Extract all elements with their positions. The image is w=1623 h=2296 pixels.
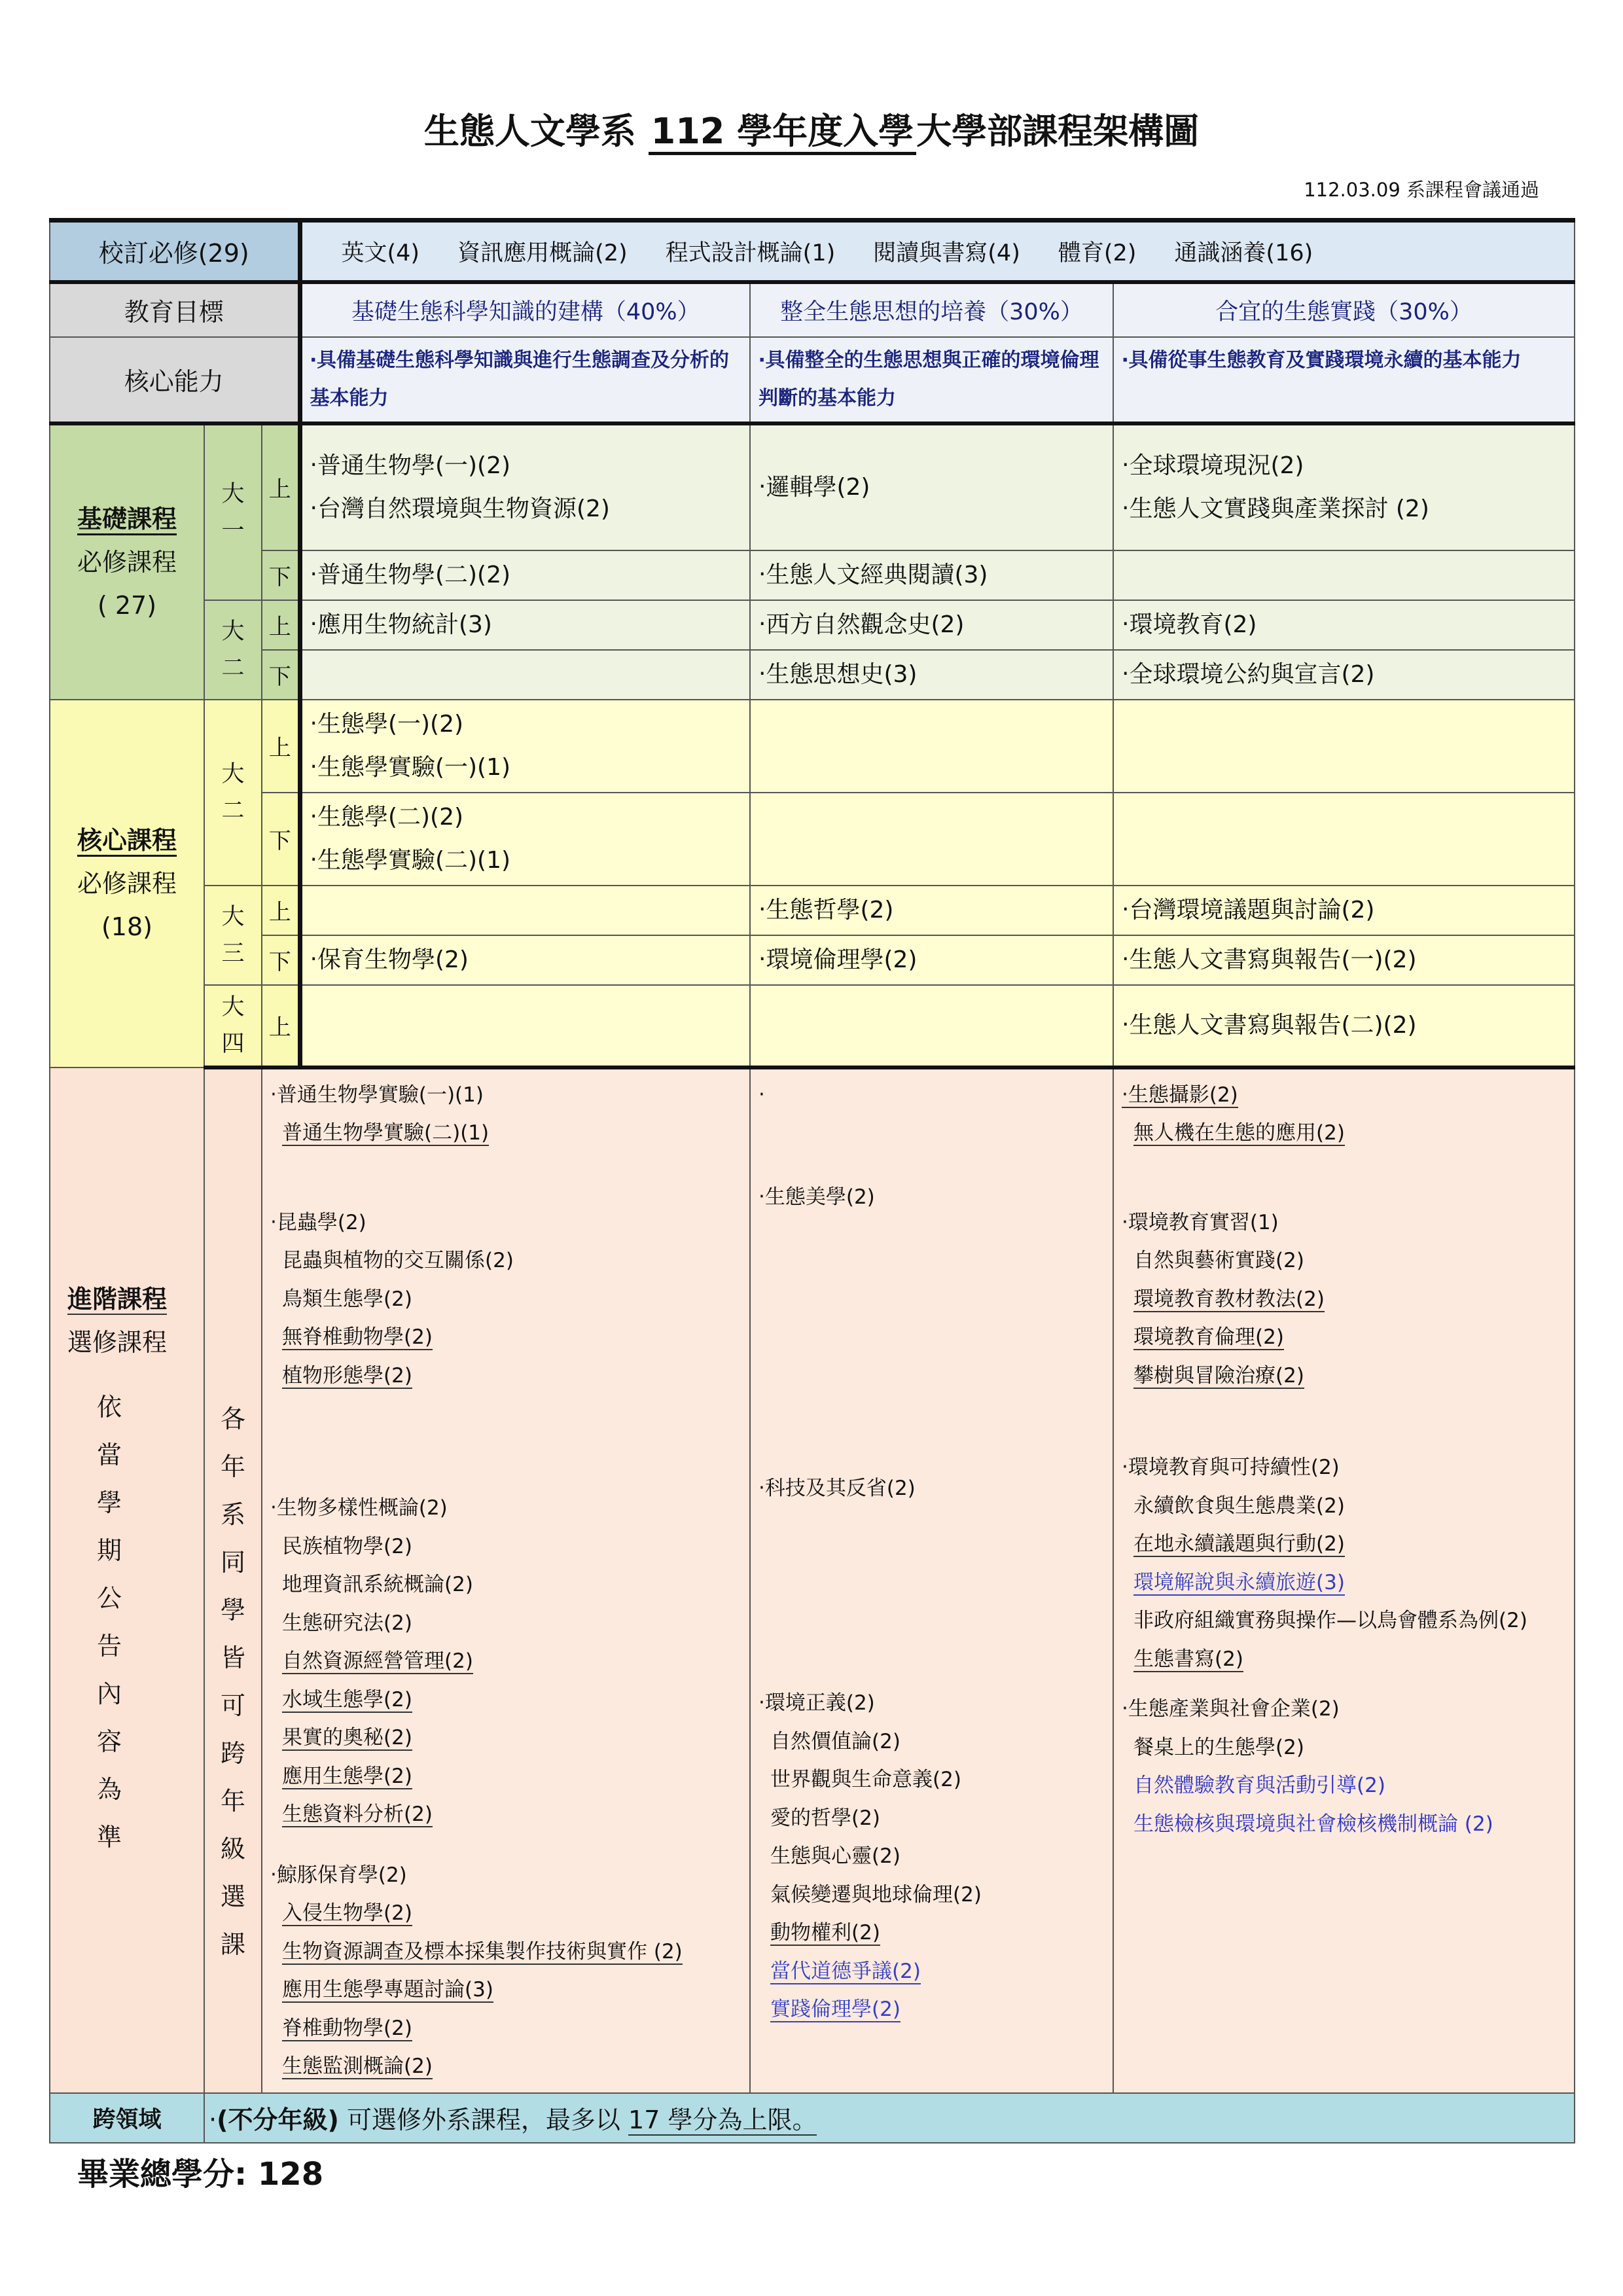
advanced-col2: ‧ ‧生態美學(2) ‧科技及其反省(2) ‧環境正義(2) 自然價值論(2) 世界觀與生命意義(2) 愛的哲學(2) 生態與心靈(2) 氣候變遷與地球倫理(2) 動物權利(2) 當代道德爭議(2) 實踐倫理學(2)	[750, 1067, 1113, 2093]
page-title: 生態人文學系 112 學年度入學大學部課程架構圖	[0, 103, 1623, 154]
ability-2: ‧具備整全的生態思想與正確的環境倫理判斷的基本能力	[750, 337, 1113, 423]
school-required-courses	[300, 221, 1575, 282]
core-y3d-col1: ‧保育生物學(2)	[300, 935, 750, 985]
core-y2d-col2	[750, 793, 1113, 886]
core-y2u-col2	[750, 700, 1113, 793]
semester-down: 下	[262, 650, 300, 700]
basic-y1u-col3: ‧全球環境現況(2) ‧生態人文實踐與產業探討 (2)	[1113, 423, 1575, 550]
abilities-label: 核心能力	[50, 337, 300, 423]
core-y3u-col1	[300, 886, 750, 935]
advanced-col1: ‧普通生物學實驗(一)(1) 普通生物學實驗(二)(1) ‧昆蟲學(2) 昆蟲與植物的交互關係(2) 鳥類生態學(2) 無脊椎動物學(2) 植物形態學(2) ‧生物多樣性概論(2) 民族植物學(2) 地理資訊系統概論(2) 生態研究法(2) 自然資源經營管理(2) 水域生態學(2) 果實的奧秘(2) 應用生態學(2) 生態資料分析(2) ‧鯨豚保育學(2) 入侵生物學(2) 生物資源調查及標本採集製作技術與實作 (2) 應用生態學專題討論(3) 脊椎動物學(2) 生態監測概論(2)	[262, 1067, 750, 2093]
goal-1: 基礎生態科學知識的建構（40%）	[300, 282, 750, 337]
year-2: 大 二	[204, 700, 262, 886]
total-credits: 畢業總學分: 128	[77, 2156, 324, 2193]
basic-y1d-col1: ‧普通生物學(二)(2)	[300, 550, 750, 600]
semester-down: 下	[262, 935, 300, 985]
basic-y2d-col3: ‧全球環境公約與宣言(2)	[1113, 650, 1575, 700]
semester-up: 上	[262, 423, 300, 550]
basic-y1u-col1: ‧普通生物學(一)(2) ‧台灣自然環境與生物資源(2)	[300, 423, 750, 550]
goal-3: 合宜的生態實踐（30%）	[1113, 282, 1575, 337]
core-y2u-col3	[1113, 700, 1575, 793]
core-y2u-col1: ‧生態學(一)(2) ‧生態學實驗(一)(1)	[300, 700, 750, 793]
core-y3u-col2: ‧生態哲學(2)	[750, 886, 1113, 935]
course-pe: 體育(2)	[1058, 240, 1137, 266]
goal-2: 整全生態思想的培養（30%）	[750, 282, 1113, 337]
semester-down: 下	[262, 793, 300, 886]
semester-up: 上	[262, 886, 300, 935]
approval-note: 112.03.09 系課程會議通過	[1304, 179, 1539, 201]
basic-courses-label: 基礎課程 必修課程 ( 27)	[50, 423, 204, 700]
basic-y2d-col1	[300, 650, 750, 700]
core-y4u-col1	[300, 985, 750, 1067]
basic-y2u-col1: ‧應用生物統計(3)	[300, 600, 750, 650]
school-required-label: 校訂必修(29)	[50, 221, 300, 282]
core-y2d-col3	[1113, 793, 1575, 886]
course-programming: 程式設計概論(1)	[665, 240, 836, 266]
cross-domain-label: 跨領域	[50, 2093, 204, 2143]
core-y2d-col1: ‧生態學(二)(2) ‧生態學實驗(二)(1)	[300, 793, 750, 886]
goals-label: 教育目標	[50, 282, 300, 337]
cross-domain-text: ‧(不分年級) 可選修外系課程，最多以 17 學分為上限。	[204, 2093, 1575, 2143]
course-info-app: 資訊應用概論(2)	[457, 240, 628, 266]
semester-down: 下	[262, 550, 300, 600]
year-3: 大 三	[204, 886, 262, 985]
course-english: 英文(4)	[341, 240, 420, 266]
year-4: 大 四	[204, 985, 262, 1067]
ability-1: ‧具備基礎生態科學知識與進行生態調查及分析的基本能力	[300, 337, 750, 423]
advanced-note-a: 依 當 學 期 公 告 內 容 為 準	[96, 1392, 122, 1852]
core-y3u-col3: ‧台灣環境議題與討論(2)	[1113, 886, 1575, 935]
core-courses-label: 核心課程 必修課程 (18)	[50, 700, 204, 1067]
basic-y1u-col2: ‧邏輯學(2)	[750, 423, 1113, 550]
basic-y1d-col3	[1113, 550, 1575, 600]
curriculum-table	[49, 218, 1575, 2144]
ability-3: ‧具備從事生態教育及實踐環境永續的基本能力	[1113, 337, 1575, 423]
semester-up: 上	[262, 700, 300, 793]
core-y3d-col3: ‧生態人文書寫與報告(一)(2)	[1113, 935, 1575, 985]
basic-y2u-col3: ‧環境教育(2)	[1113, 600, 1575, 650]
year-2: 大 二	[204, 600, 262, 700]
core-y3d-col2: ‧環境倫理學(2)	[750, 935, 1113, 985]
course-reading-writing: 閱讀與書寫(4)	[873, 240, 1020, 266]
semester-up: 上	[262, 600, 300, 650]
basic-y2u-col2: ‧西方自然觀念史(2)	[750, 600, 1113, 650]
advanced-courses-label: 進階課程 選修課程 依 當 學 期 公 告 內 容 為 準	[50, 1067, 204, 2093]
course-general: 通識涵養(16)	[1174, 240, 1313, 266]
core-y4u-col2	[750, 985, 1113, 1067]
basic-y2d-col2: ‧生態思想史(3)	[750, 650, 1113, 700]
advanced-col3: ‧生態攝影(2) 無人機在生態的應用(2) ‧環境教育實習(1) 自然與藝術實踐(2) 環境教育教材教法(2) 環境教育倫理(2) 攀樹與冒險治療(2) ‧環境教育與可持續性(2) 永續飲食與生態農業(2) 在地永續議題與行動(2) 環境解說與永續旅遊(3) 非政府組織實務與操作—以鳥會體系為例(2) 生態書寫(2) ‧生態產業與社會企業(2) 餐桌上的生態學(2) 自然體驗教育與活動引導(2) 生態檢核與環境與社會檢核機制概論 (2)	[1113, 1067, 1575, 2093]
year-1: 大 一	[204, 423, 262, 600]
basic-y1d-col2: ‧生態人文經典閱讀(3)	[750, 550, 1113, 600]
core-y4u-col3: ‧生態人文書寫與報告(二)(2)	[1113, 985, 1575, 1067]
semester-up: 上	[262, 985, 300, 1067]
advanced-note-b: 各 年 系 同 學 皆 可 跨 年 級 選 課	[204, 1067, 262, 2093]
